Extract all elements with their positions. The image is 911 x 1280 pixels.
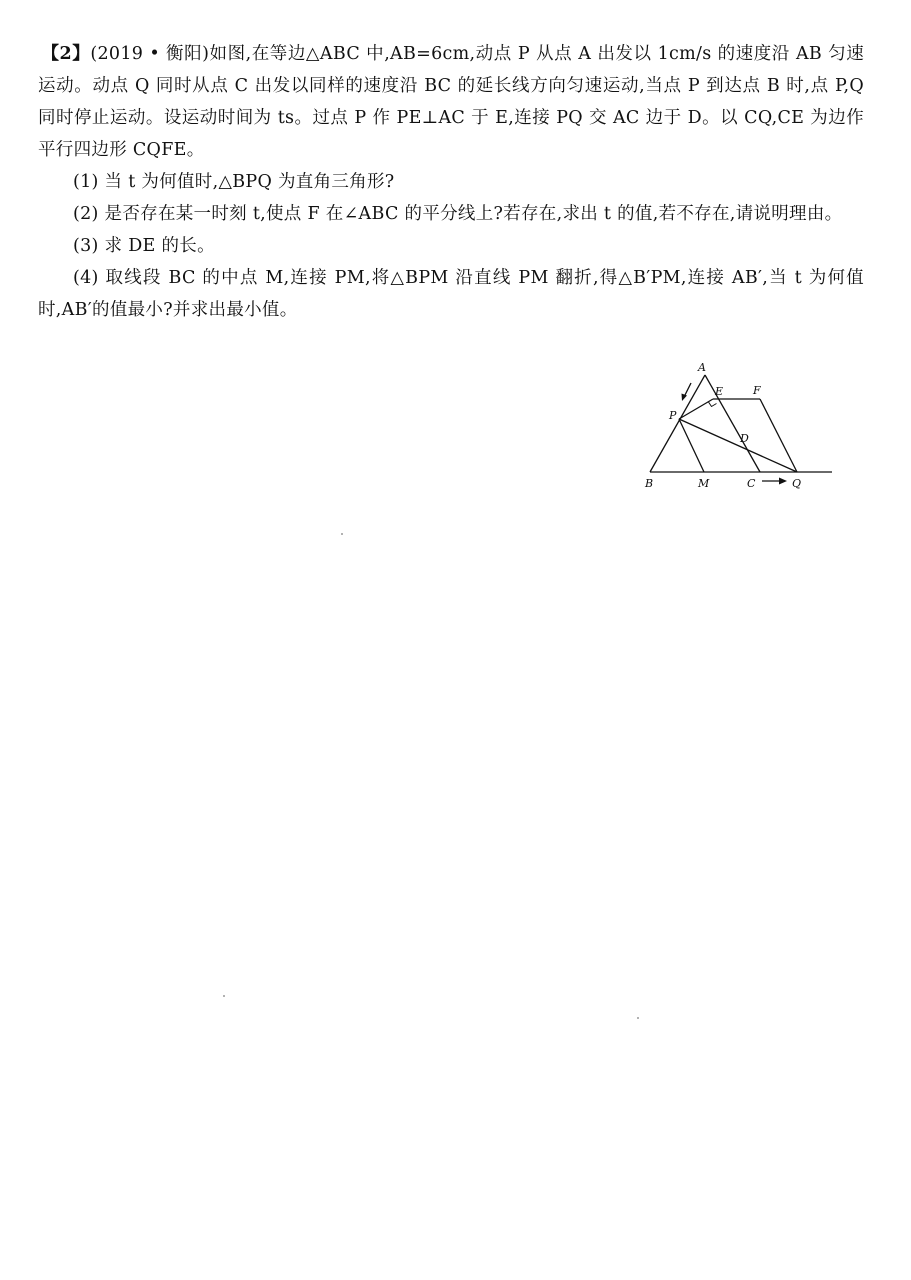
scan-speck: [637, 1017, 639, 1019]
figure-svg: [636, 360, 842, 492]
scan-speck: [341, 533, 343, 535]
arrow-q-head: [779, 478, 787, 485]
segment-pq: [679, 419, 797, 472]
segment-ac: [705, 375, 760, 472]
segment-pe: [679, 399, 713, 419]
geometry-figure: [636, 360, 842, 492]
label-m: M: [698, 477, 710, 490]
question-1: (1) 当 t 为何值时,△BPQ 为直角三角形?: [73, 172, 395, 192]
problem-intro: [38, 38, 864, 166]
problem-number: 【2】: [41, 44, 91, 64]
label-a: A: [698, 361, 706, 374]
label-b: B: [645, 477, 654, 490]
question-4: (4) 取线段 BC 的中点 M,连接 PM,将△BPM 沿直线 PM 翻折,得△B′PM,连接 AB′,当 t 为何值时,AB′的值最小?并求出最小值。: [38, 268, 864, 320]
label-c: C: [747, 477, 756, 490]
question-3: (3) 求 DE 的长。: [73, 236, 215, 256]
right-angle-mark: [709, 402, 717, 407]
problem-block: [38, 38, 864, 326]
label-e: E: [715, 385, 724, 398]
segment-fq: [760, 399, 797, 472]
label-p: P: [669, 409, 677, 422]
problem-statement: (2019 • 衡阳)如图,在等边△ABC 中,AB=6cm,动点 P 从点 A 出发以 1cm/s 的速度沿 AB 匀速运动。动点 Q 同时从点 C 出发以同样的速度沿 BC 的延长线方向匀速运动,当点 P 到达点 B 时,点 P,Q 同时停止运动。设运动时间为 ts。过点 P 作 PE⊥AC 于 E,连接 PQ 交 AC 边于 D。以 CQ,CE 为边作平行四边形 CQFE。: [38, 44, 865, 160]
scan-speck: [223, 995, 225, 997]
arrow-p-head: [682, 394, 688, 402]
label-d: D: [740, 432, 749, 445]
label-f: F: [753, 384, 761, 397]
label-q: Q: [792, 477, 802, 490]
question-2: (2) 是否存在某一时刻 t,使点 F 在∠ABC 的平分线上?若存在,求出 t 的值,若不存在,请说明理由。: [73, 204, 843, 224]
segment-pm: [679, 419, 704, 472]
